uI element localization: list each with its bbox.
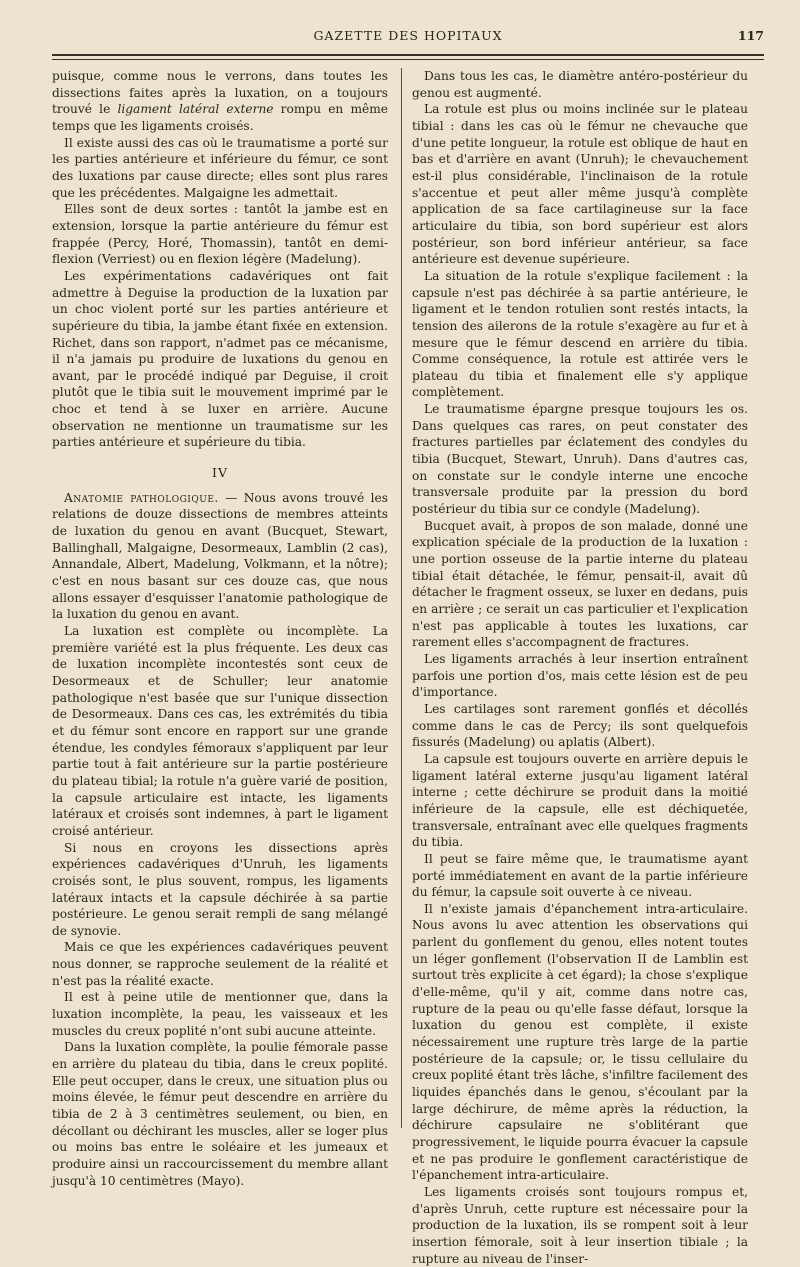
italic-term: ligament latéral externe: [117, 102, 274, 117]
paragraph: Mais ce que les expériences cadavériques peuvent nous donner, se rapproche seulement de la réalité et n'est pas la réalité exacte.: [52, 940, 388, 988]
paragraph: Dans tous les cas, le diamètre antéro-postérieur du genou est augmenté.: [412, 69, 748, 100]
paragraph: Il n'existe jamais d'épanchement intra-articulaire. Nous avons lu avec attention les observations qui parlent du gonflement du genou, elles notent toutes un léger gonflement (l'observation II de Lamblin est surtout très explicite à cet égard); la chose s'explique d'elle-même, qu'il y ait, comme dans notre cas, rupture de la peau ou qu'elle fasse défaut, lorsque la luxation du genou est complète, il existe nécessairement une rupture très large de la partie postérieure de la capsule; or, le tissu cellulaire du creux poplité étant très lâche, s'infiltre facilement des liquides épanchés dans le genou, s'écoulant par la large déchirure, de même après la réduction, la déchirure capsulaire ne s'oblitérant que progressivement, le liquide pourra évacuer la capsule et ne pas produire le gonflement caractéristique de l'épanchement intra-articulaire.: [412, 901, 748, 1183]
running-header: [52, 28, 764, 46]
left-column: [52, 68, 388, 1188]
page-number: 117: [737, 28, 764, 43]
section-heading: IV: [212, 465, 228, 481]
paragraph: La luxation est complète ou incomplète. La première variété est la plus fréquente. Les deux cas de luxation incomplète incontestés sont ceux de Desormeaux et de Schuller; leur anatomie pathologique n'est basée que sur l'unique dissection de Desormeaux. Dans ces cas, les extrémités du tibia et du fémur sont encore en rapport sur une grande étendue, les condyles fémoraux s'appliquent par leur partie tout à fait antérieure sur la partie postérieure du plateau tibial; la rotule n'a guère varié de position, la capsule articulaire est intacte, les ligaments latéraux et croisés sont indemnes, à part le ligament croisé antérieur.: [52, 624, 388, 838]
section-lead-title: Anatomie pathologique.: [64, 490, 219, 505]
header-rule-thick: [52, 54, 764, 56]
paragraph: La capsule est toujours ouverte en arrière depuis le ligament latéral externe jusqu'au ligament latéral interne ; cette déchirure se produit dans la moitié inférieure de la capsule, elle est déchiquetée, transversale, entraînant avec elle quelques fragments du tibia.: [412, 751, 748, 850]
paragraph: [52, 490, 388, 623]
paragraph: Les expérimentations cadavériques ont fait admettre à Deguise la production de la luxation par un choc violent porté sur les parties antérieure et supérieure du tibia, la jambe étant fixée en extension. Richet, dans son rapport, n'admet pas ce mécanisme, il n'a jamais pu produire de luxations du genou en avant, par le procédé indiqué par Deguise, il croit plutôt que le tibia suit le mouvement imprimé par le choc et tend à se luxer en arrière. Aucune observation ne mentionne un traumatisme sur les parties antérieure et supérieure du tibia.: [52, 268, 388, 450]
paragraph: Les ligaments croisés sont toujours rompus et, d'après Unruh, cette rupture est nécessaire pour la production de la luxation, ils se rompent soit à leur insertion fémorale, soit à leur insertion tibiale ; la rupture au niveau de l'inser-: [412, 1184, 748, 1266]
paragraph: La situation de la rotule s'explique facilement : la capsule n'est pas déchirée à sa partie antérieure, le ligament et le tendon rotulien sont restés intacts, la tension des ailerons de la rotule s'exagère au fur et à mesure que le fémur descend en arrière du tibia. Comme conséquence, la rotule est attirée vers le plateau du tibia et finalement elle s'y applique complètement.: [412, 268, 748, 400]
paragraph: Le traumatisme épargne presque toujours les os. Dans quelques cas rares, on peut constater des fractures partielles par éclatement des condyles du tibia (Bucquet, Stewart, Unruh). Dans d'autres cas, on constate sur le condyle interne une encoche transversale produite par la pression du bord postérieur du tibia sur ce condyle (Madelung).: [412, 402, 748, 517]
paragraph: Les cartilages sont rarement gonflés et décollés comme dans le cas de Percy; ils sont quelquefois fissurés (Madelung) ou aplatis (Albert).: [412, 701, 748, 750]
paragraph: Il peut se faire même que, le traumatisme ayant porté immédiatement en avant de la partie inférieure du fémur, la capsule soit ouverte à ce niveau.: [412, 851, 748, 900]
text-run: puisque, comme nous le verrons, dans toutes les dissections faites après la luxation, on a toujours trouvé le: [52, 69, 388, 117]
paragraph: Bucquet avait, à propos de son malade, donné une explication spéciale de la production de la luxation : une portion osseuse de la partie interne du plateau tibial était détachée, le fémur, pensait-il, avait dû détacher le fragment osseux, se luxer en dedans, puis en arrière ; ce serait un cas particulier et l'explication n'est pas applicable à toutes les luxations, car rarement elles s'accompagnent de fractures.: [412, 518, 748, 650]
column-divider: [401, 68, 402, 1128]
paragraph: Les ligaments arrachés à leur insertion entraînent parfois une portion d'os, mais cette lésion est de peu d'importance.: [412, 651, 748, 700]
paragraph: Si nous en croyons les dissections après expériences cadavériques d'Unruh, les ligaments croisés sont, le plus souvent, rompus, les ligaments latéraux intacts et la capsule déchirée à sa partie postérieure. Le genou serait rempli de sang mélangé de synovie.: [52, 840, 388, 938]
paragraph: [52, 68, 388, 135]
text-run: rompu en même temps que les ligaments croisés.: [52, 102, 388, 133]
paragraph: Il existe aussi des cas où le traumatisme a porté sur les parties antérieure et inférieure du fémur, ce sont des luxations par cause directe; elles sont plus rares que les précédentes. Malgaigne les admettait.: [52, 135, 388, 200]
paragraph: Dans la luxation complète, la poulie fémorale passe en arrière du plateau du tibia, dans le creux poplité. Elle peut occuper, dans le creux, une situation plus ou moins élevée, le fémur peut descendre en arrière du tibia de 2 à 3 centimètres seulement, ou bien, en décollant ou déchirant les muscles, aller se loger plus ou moins bas entre le soléaire et les jumeaux et produire ainsi un raccourcissement du membre allant jusqu'à 10 centimètres (Mayo).: [52, 1040, 388, 1188]
paragraph: Il est à peine utile de mentionner que, dans la luxation incomplète, la peau, les vaisseaux et les muscles du creux poplité n'ont subi aucune atteinte.: [52, 990, 388, 1038]
paragraph: Elles sont de deux sortes : tantôt la jambe est en extension, lorsque la partie antérieure du fémur est frappée (Percy, Horé, Thomassin), tantôt en demi-flexion (Verriest) ou en flexion légère (Madelung).: [52, 202, 388, 267]
header-rule-thin: [52, 59, 764, 60]
right-column: [412, 68, 748, 1266]
text-run: — Nous avons trouvé les relations de douze dissections de membres atteints de luxation du genou en avant (Bucquet, Stewart, Ballinghall, Malgaigne, Desormeaux, Lamblin (2 cas), Annandale, Albert, Madelung, Volkmann, et la nôtre); c'est en nous basant sur ces douze cas, que nous allons essayer d'esquisser l'anatomie pathologique de la luxation du genou en avant.: [52, 490, 388, 622]
paragraph: La rotule est plus ou moins inclinée sur le plateau tibial : dans les cas où le fémur ne chevauche que d'une petite longueur, la rotule est oblique de haut en bas et d'arrière en avant (Unruh); le chevauchement est-il plus considérable, l'inclinaison de la rotule s'accentue et peut aller même jusqu'à complète application de sa face cartilagineuse sur la face articulaire du tibia, son bord supérieur est alors postérieur, son bord inférieur antérieur, sa face antérieure est devenue supérieure.: [412, 102, 748, 267]
journal-title: GAZETTE DES HOPITAUX: [313, 28, 503, 43]
